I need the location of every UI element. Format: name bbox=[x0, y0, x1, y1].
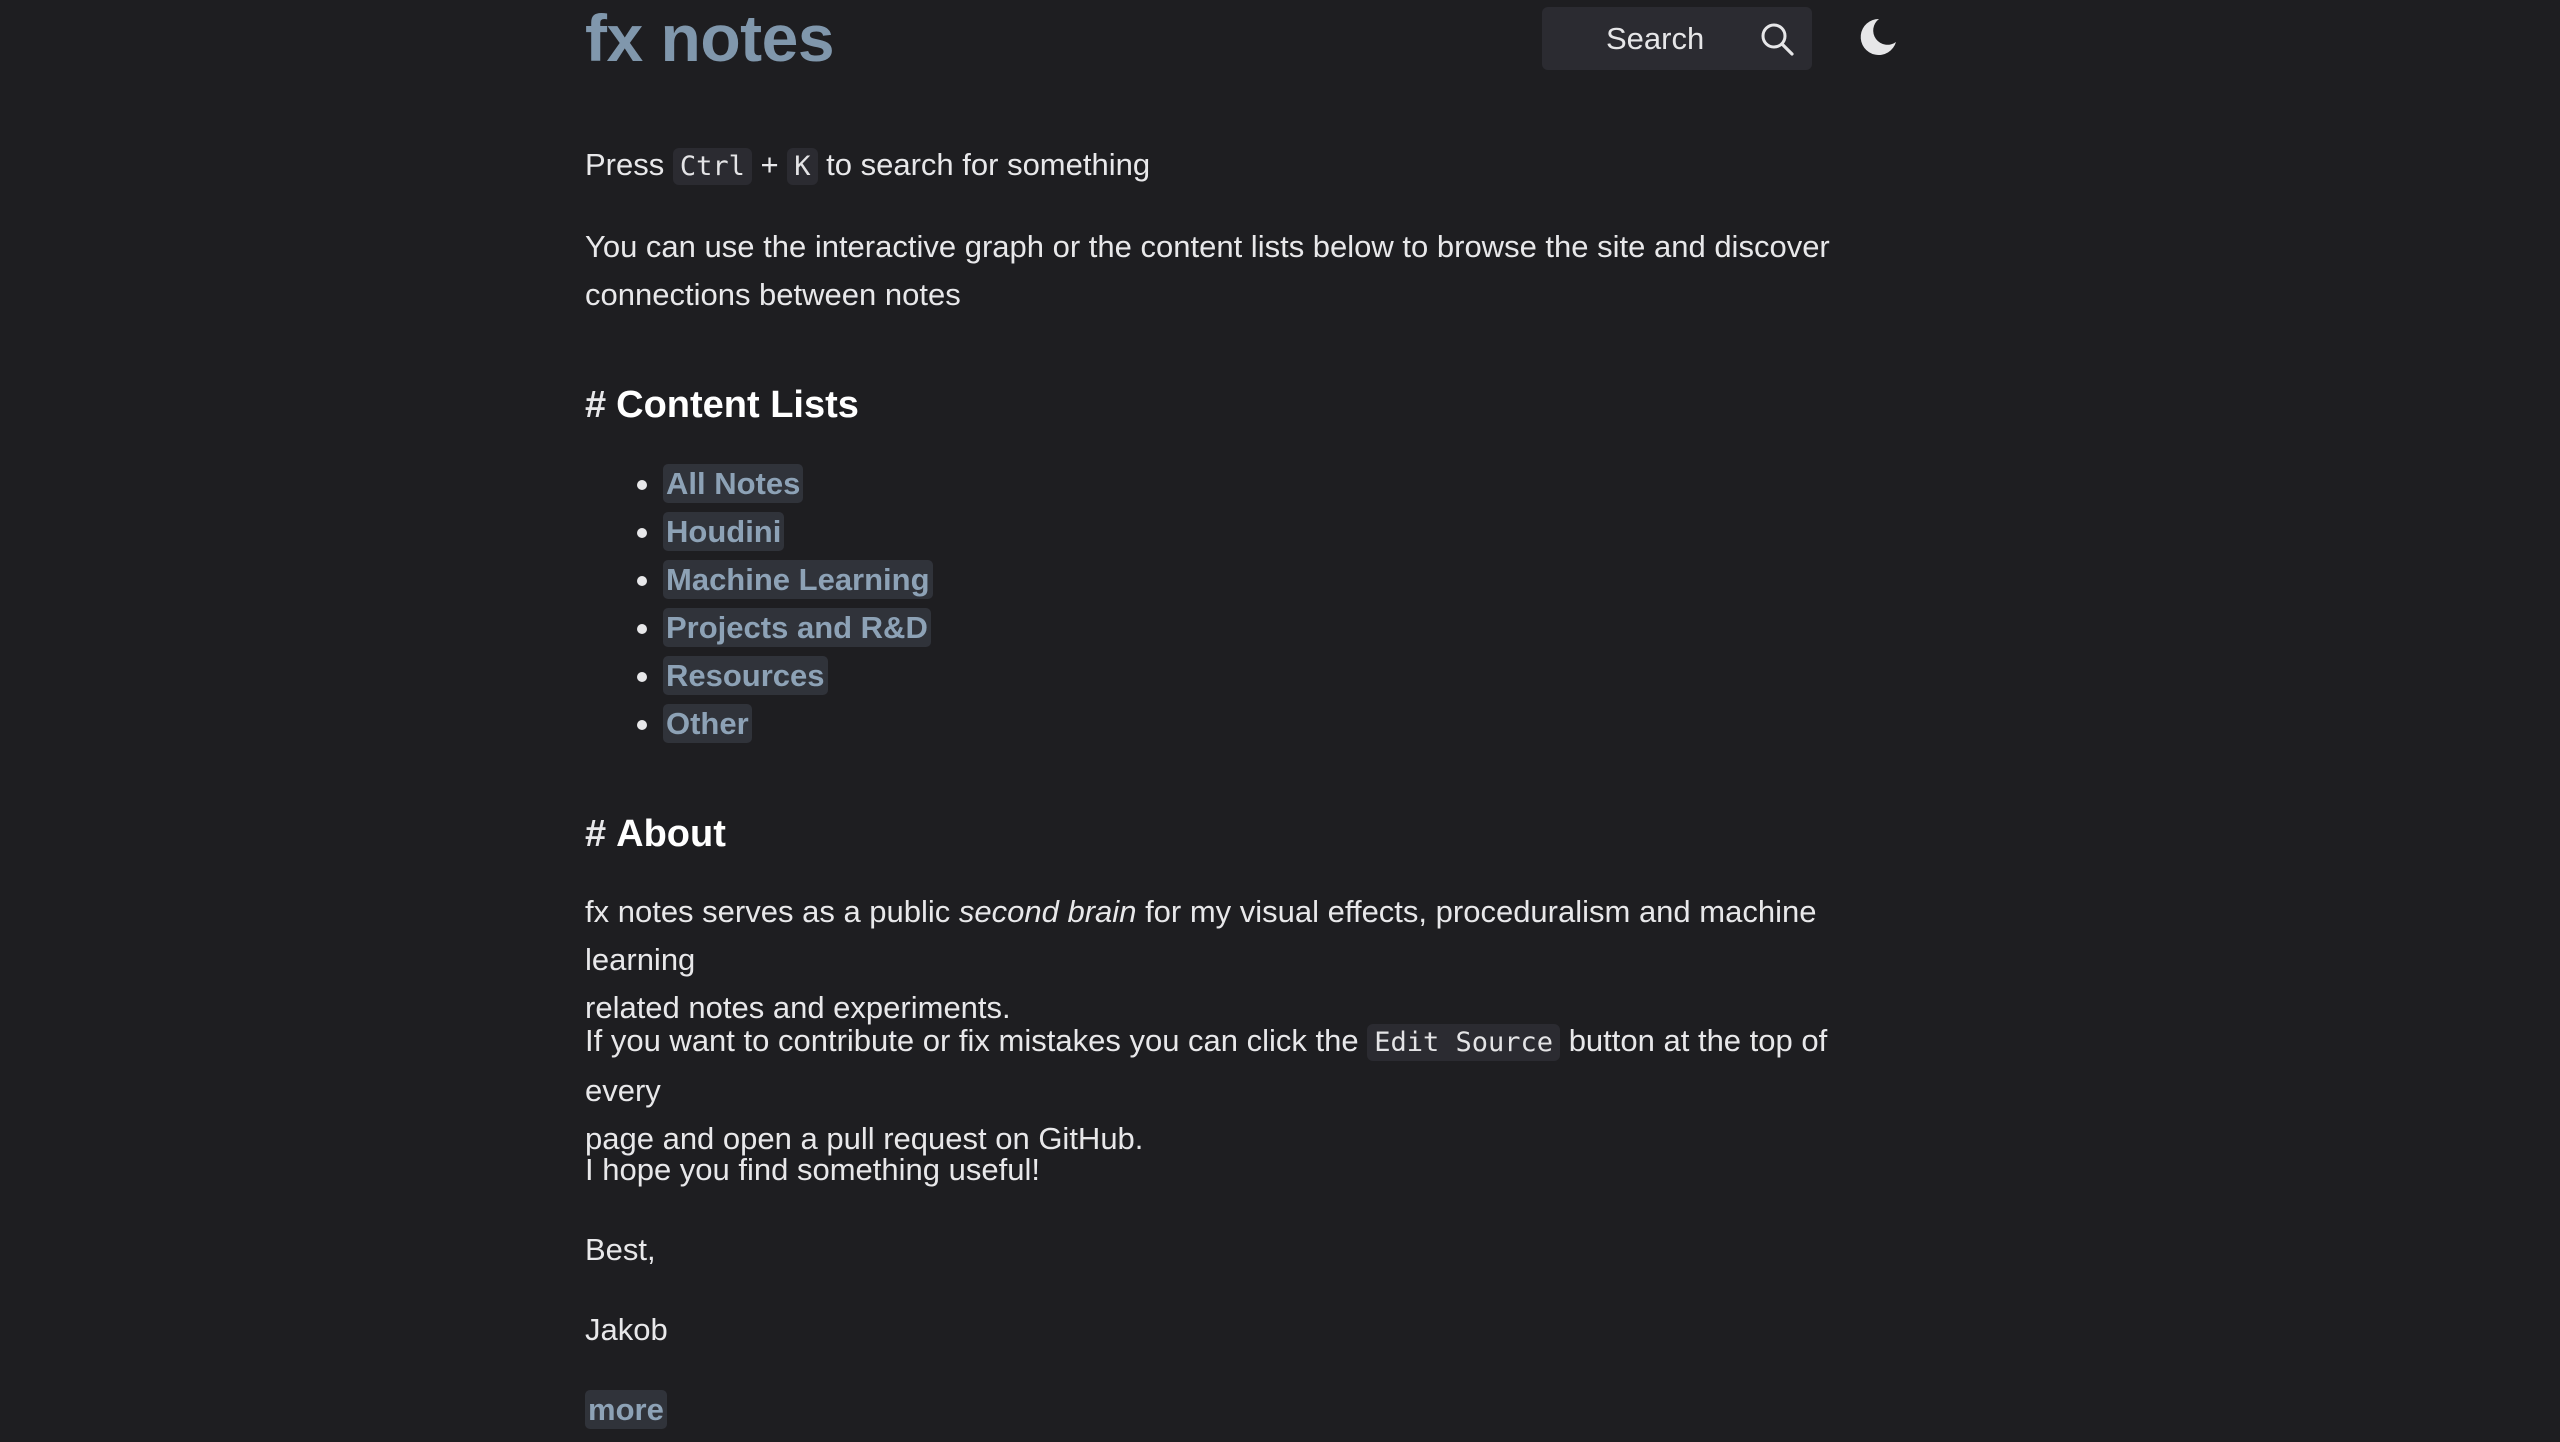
search-button[interactable] bbox=[1542, 7, 1812, 70]
link-houdini[interactable]: Houdini bbox=[663, 512, 784, 551]
search-hint-text: to search for something bbox=[826, 147, 1151, 182]
link-resources[interactable]: Resources bbox=[663, 656, 828, 695]
press-text: Press bbox=[585, 147, 665, 182]
p1-before: fx notes serves as a public bbox=[585, 894, 951, 929]
p1-after: for my visual effects, proceduralism and machine learning bbox=[585, 894, 1817, 977]
browse-line-1: You can use the interactive graph or the content lists below to browse the site and discover bbox=[585, 229, 1830, 264]
list-item bbox=[585, 460, 933, 508]
link-all-notes[interactable]: All Notes bbox=[663, 464, 803, 503]
search-hint bbox=[585, 141, 1905, 191]
content-lists-heading-text: Content Lists bbox=[616, 384, 859, 426]
content-lists-heading bbox=[585, 380, 859, 430]
about-paragraph-3: I hope you find something useful! bbox=[585, 1152, 1040, 1187]
browse-paragraph bbox=[585, 223, 1905, 319]
link-machine-learning[interactable]: Machine Learning bbox=[663, 560, 933, 599]
link-other[interactable]: Other bbox=[663, 704, 752, 743]
p2-before: If you want to contribute or fix mistakes you can click the bbox=[585, 1023, 1359, 1058]
header bbox=[585, 0, 1905, 80]
link-projects-rd[interactable]: Projects and R&D bbox=[663, 608, 931, 647]
heading-anchor[interactable]: # bbox=[585, 813, 607, 855]
browse-line-2: connections between notes bbox=[585, 277, 961, 312]
about-heading bbox=[585, 809, 726, 859]
about-heading-text: About bbox=[616, 813, 726, 855]
about-paragraph-5: Jakob bbox=[585, 1312, 668, 1347]
more-paragraph bbox=[585, 1386, 1905, 1434]
list-item bbox=[585, 700, 933, 748]
p2-line-2: page and open a pull request on GitHub. bbox=[585, 1121, 1144, 1156]
page bbox=[585, 0, 1905, 1427]
ctrl-key: Ctrl bbox=[673, 148, 752, 185]
k-key: K bbox=[787, 148, 817, 185]
search-icon bbox=[1759, 21, 1795, 57]
about-paragraph-2 bbox=[585, 1017, 1905, 1163]
edit-source-code: Edit Source bbox=[1367, 1024, 1560, 1061]
moon-icon[interactable] bbox=[1857, 16, 1899, 58]
heading-anchor[interactable]: # bbox=[585, 384, 607, 426]
site-title[interactable]: fx notes bbox=[585, 1, 835, 75]
p1-line-2: related notes and experiments. bbox=[585, 990, 1011, 1025]
p1-emphasis: second brain bbox=[958, 894, 1137, 929]
about-paragraph-4: Best, bbox=[585, 1232, 656, 1267]
list-item bbox=[585, 556, 933, 604]
p2-after: button at the top of every bbox=[585, 1023, 1828, 1108]
more-link[interactable]: more bbox=[585, 1390, 667, 1429]
plus-text: + bbox=[760, 147, 779, 182]
about-paragraph-1 bbox=[585, 888, 1905, 1032]
search-label: Search bbox=[1606, 21, 1705, 56]
list-item bbox=[585, 508, 933, 556]
list-item bbox=[585, 604, 933, 652]
content-list bbox=[585, 460, 933, 748]
list-item bbox=[585, 652, 933, 700]
